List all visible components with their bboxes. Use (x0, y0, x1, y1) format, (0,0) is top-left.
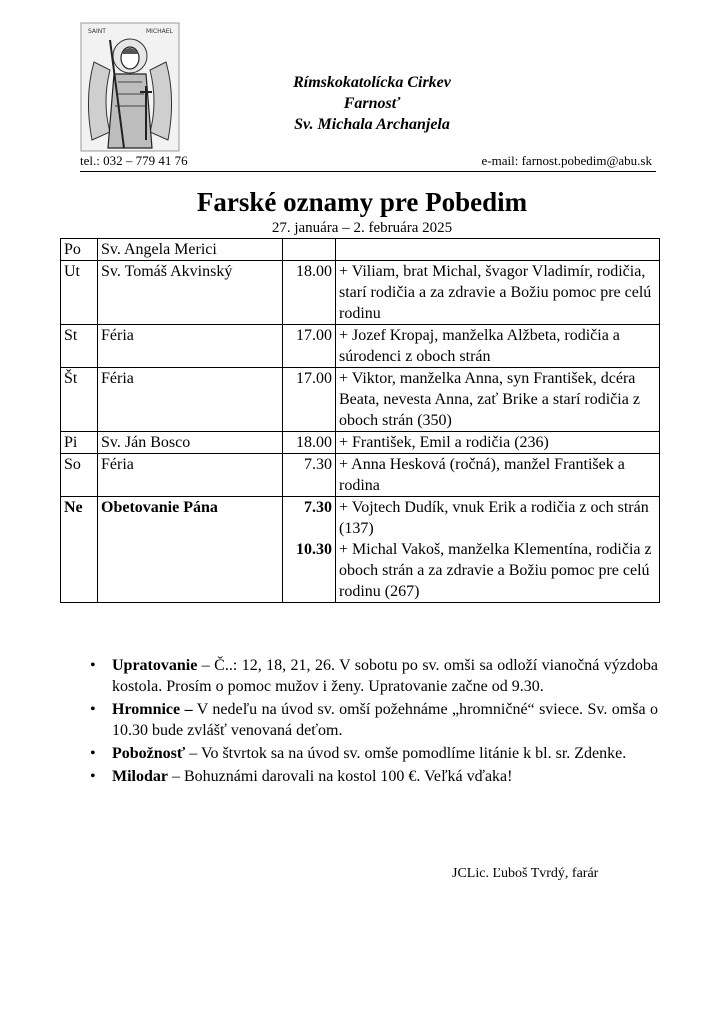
time-second: 10.30 (296, 541, 332, 558)
time-cell (283, 239, 336, 261)
phone-number: tel.: 032 – 779 41 76 (80, 153, 188, 168)
intention-second: + Michal Vakoš, manželka Klementína, rodičia z oboch strán a za zdravie a Božiu pomoc pre celú rodinu (267) (339, 541, 652, 600)
list-item (90, 766, 658, 787)
bullet-icon: • (90, 768, 96, 785)
day-cell: Št (61, 368, 98, 432)
time-cell (283, 497, 336, 603)
intention-cell: + Anna Hesková (ročná), manžel František a rodina (336, 454, 660, 497)
time-cell: 18.00 (283, 261, 336, 325)
notice-text: – Bohuznámi darovali na kostol 100 €. Veľká vďaka! (168, 768, 513, 785)
bullet-icon: • (90, 657, 96, 674)
day-cell: St (61, 325, 98, 368)
list-item (90, 655, 658, 697)
day-cell: Po (61, 239, 98, 261)
intention-cell: + František, Emil a rodičia (236) (336, 432, 660, 454)
notice-text: – Č..: 12, 18, 21, 26. V sobotu po sv. omši sa odloží vianočná výzdoba kostola. Prosím o pomoc mužov i ženy. Upratovanie začne od 9.30. (112, 657, 658, 695)
notice-heading: Upratovanie (112, 657, 198, 674)
date-range: 27. januára – 2. februára 2025 (271, 220, 453, 236)
intention-cell (336, 239, 660, 261)
saint-michael-icon (80, 22, 180, 152)
table-row (61, 239, 660, 261)
notices-list (90, 655, 658, 789)
time-cell: 18.00 (283, 432, 336, 454)
saint-cell: Sv. Tomáš Akvinský (98, 261, 283, 325)
saint-cell: Féria (98, 368, 283, 432)
table-row (61, 261, 660, 325)
intention-cell: + Jozef Kropaj, manželka Alžbeta, rodičia a súrodenci z oboch strán (336, 325, 660, 368)
header-parish: Farnosť (343, 95, 401, 112)
table-row (61, 325, 660, 368)
notice-heading: Hromnice – (112, 701, 193, 718)
bullet-icon: • (90, 701, 96, 718)
time-cell: 17.00 (283, 368, 336, 432)
page-title: Farské oznamy pre Pobedim (196, 187, 528, 217)
notice-text: – Vo štvrtok sa na úvod sv. omše pomodlíme litánie k bl. sr. Zdenke. (185, 745, 627, 762)
header-patron: Sv. Michala Archanjela (294, 116, 450, 133)
day-cell: Pi (61, 432, 98, 454)
saint-cell: Obetovanie Pána (98, 497, 283, 603)
mass-schedule-table (60, 238, 660, 603)
intention-cell (336, 497, 660, 603)
day-cell: Ne (61, 497, 98, 603)
saint-cell: Féria (98, 325, 283, 368)
table-row (61, 454, 660, 497)
intention-cell: + Viktor, manželka Anna, syn František, dcéra Beata, nevesta Anna, zať Brike a starí rodičia z oboch strán (350) (336, 368, 660, 432)
header-church: Rímskokatolícka Cirkev (293, 74, 451, 91)
notice-text: V nedeľu na úvod sv. omší požehnáme „hromničné“ sviece. Sv. omša o 10.30 bude zvlášť venovaná deťom. (112, 701, 658, 739)
intention-first: + Vojtech Dudík, vnuk Erik a rodičia z och strán (137) (339, 499, 649, 537)
parish-header (192, 72, 552, 135)
list-item (90, 699, 658, 741)
notice-heading: Milodar (112, 768, 168, 785)
day-cell: Ut (61, 261, 98, 325)
time-cell: 7.30 (283, 454, 336, 497)
list-item (90, 743, 658, 764)
saint-cell: Sv. Angela Merici (98, 239, 283, 261)
saint-cell: Féria (98, 454, 283, 497)
table-row (61, 432, 660, 454)
icon-caption-saint: SAINT (88, 28, 106, 35)
table-row (61, 497, 660, 603)
intention-cell: + Viliam, brat Michal, švagor Vladimír, rodičia, starí rodičia a za zdravie a Božiu pomoc pre celú rodinu (336, 261, 660, 325)
bullet-icon: • (90, 745, 96, 762)
saint-cell: Sv. Ján Bosco (98, 432, 283, 454)
signature: JCLic. Ľuboš Tvrdý, farár (452, 866, 599, 881)
table-row (61, 368, 660, 432)
notice-heading: Pobožnosť (112, 745, 186, 762)
time-cell: 17.00 (283, 325, 336, 368)
day-cell: So (61, 454, 98, 497)
time-first: 7.30 (304, 499, 332, 516)
email-address: e-mail: farnost.pobedim@abu.sk (481, 153, 652, 168)
contact-row (80, 153, 656, 172)
icon-caption-michael: MICHAEL (146, 28, 173, 35)
